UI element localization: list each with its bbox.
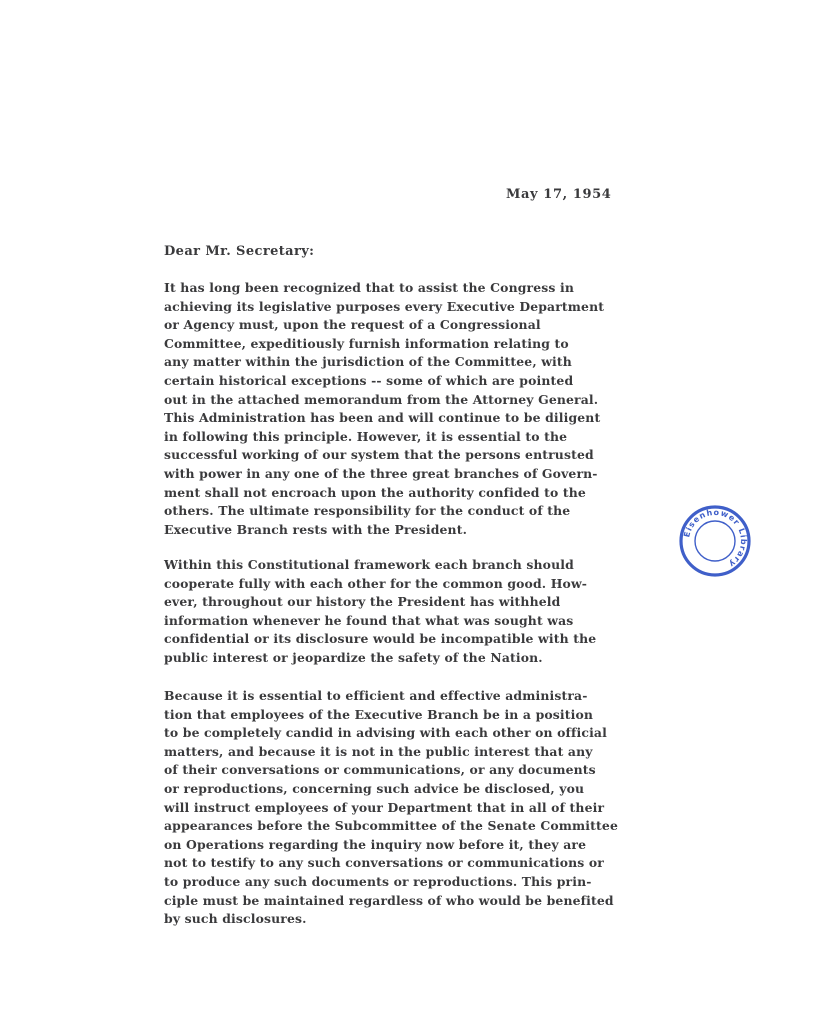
paragraph-line: confidential or its disclosure would be incompatible with the bbox=[164, 631, 597, 647]
paragraph-1 bbox=[164, 279, 604, 539]
paragraph-line: not to testify to any such conversations or communications or bbox=[164, 855, 604, 871]
paragraph-line: will instruct employees of your Department that in all of their bbox=[164, 799, 605, 815]
paragraph-line: others. The ultimate responsibility for the conduct of the bbox=[164, 503, 571, 519]
paragraph-line: appearances before the Subcommittee of the Senate Committee bbox=[164, 818, 618, 834]
paragraph-line: achieving its legislative purposes every Executive Department bbox=[164, 298, 605, 314]
letter-date: May 17, 1954 bbox=[506, 187, 612, 202]
paragraph-line: by such disclosures. bbox=[164, 911, 307, 927]
paragraph-line: Because it is essential to efficient and effective administra- bbox=[164, 688, 588, 703]
paragraph-line: or reproductions, concerning such advice be disclosed, you bbox=[164, 780, 585, 796]
library-stamp-icon bbox=[678, 504, 752, 578]
paragraph-line: any matter within the jurisdiction of the Committee, with bbox=[164, 354, 572, 370]
paragraph-line: tion that employees of the Executive Branch be in a position bbox=[164, 706, 594, 722]
paragraph-line: Executive Branch rests with the President. bbox=[164, 521, 468, 537]
paragraph-line: on Operations regarding the inquiry now before it, they are bbox=[164, 836, 587, 852]
paragraph-line: Committee, expeditiously furnish information relating to bbox=[164, 335, 569, 351]
paragraph-line: out in the attached memorandum from the Attorney General. bbox=[164, 391, 599, 407]
paragraph-line: of their conversations or communications, or any documents bbox=[164, 762, 596, 778]
paragraph-line: to produce any such documents or reproductions. This prin- bbox=[164, 873, 592, 889]
paragraph-line: public interest or jeopardize the safety of the Nation. bbox=[164, 649, 543, 665]
paragraph-line: certain historical exceptions -- some of which are pointed bbox=[164, 372, 574, 388]
paragraph-line: or Agency must, upon the request of a Congressional bbox=[164, 317, 541, 333]
paragraph-line: to be completely candid in advising with each other on official bbox=[164, 725, 607, 741]
paragraph-line: matters, and because it is not in the public interest that any bbox=[164, 743, 593, 759]
paragraph-line: in following this principle. However, it is essential to the bbox=[164, 428, 568, 444]
paragraph-line: ment shall not encroach upon the authority confided to the bbox=[164, 484, 586, 500]
paragraph-2 bbox=[164, 556, 596, 668]
paragraph-line: ever, throughout our history the President has withheld bbox=[164, 594, 561, 610]
paragraph-line: ciple must be maintained regardless of who would be benefited bbox=[164, 892, 614, 908]
paragraph-line: It has long been recognized that to assist the Congress in bbox=[164, 280, 574, 295]
paragraph-line: information whenever he found that what was sought was bbox=[164, 612, 574, 628]
paragraph-3 bbox=[164, 687, 618, 929]
paragraph-line: successful working of our system that the persons entrusted bbox=[164, 447, 594, 463]
paragraph-line: This Administration has been and will continue to be diligent bbox=[164, 410, 601, 426]
paragraph-line: Within this Constitutional framework each branch should bbox=[164, 557, 574, 572]
stamp-text: Eisenhower Library bbox=[682, 507, 749, 570]
paragraph-line: with power in any one of the three great branches of Govern- bbox=[164, 465, 598, 481]
letter-salutation: Dear Mr. Secretary: bbox=[164, 244, 315, 259]
paragraph-line: cooperate fully with each other for the common good. How- bbox=[164, 575, 588, 591]
